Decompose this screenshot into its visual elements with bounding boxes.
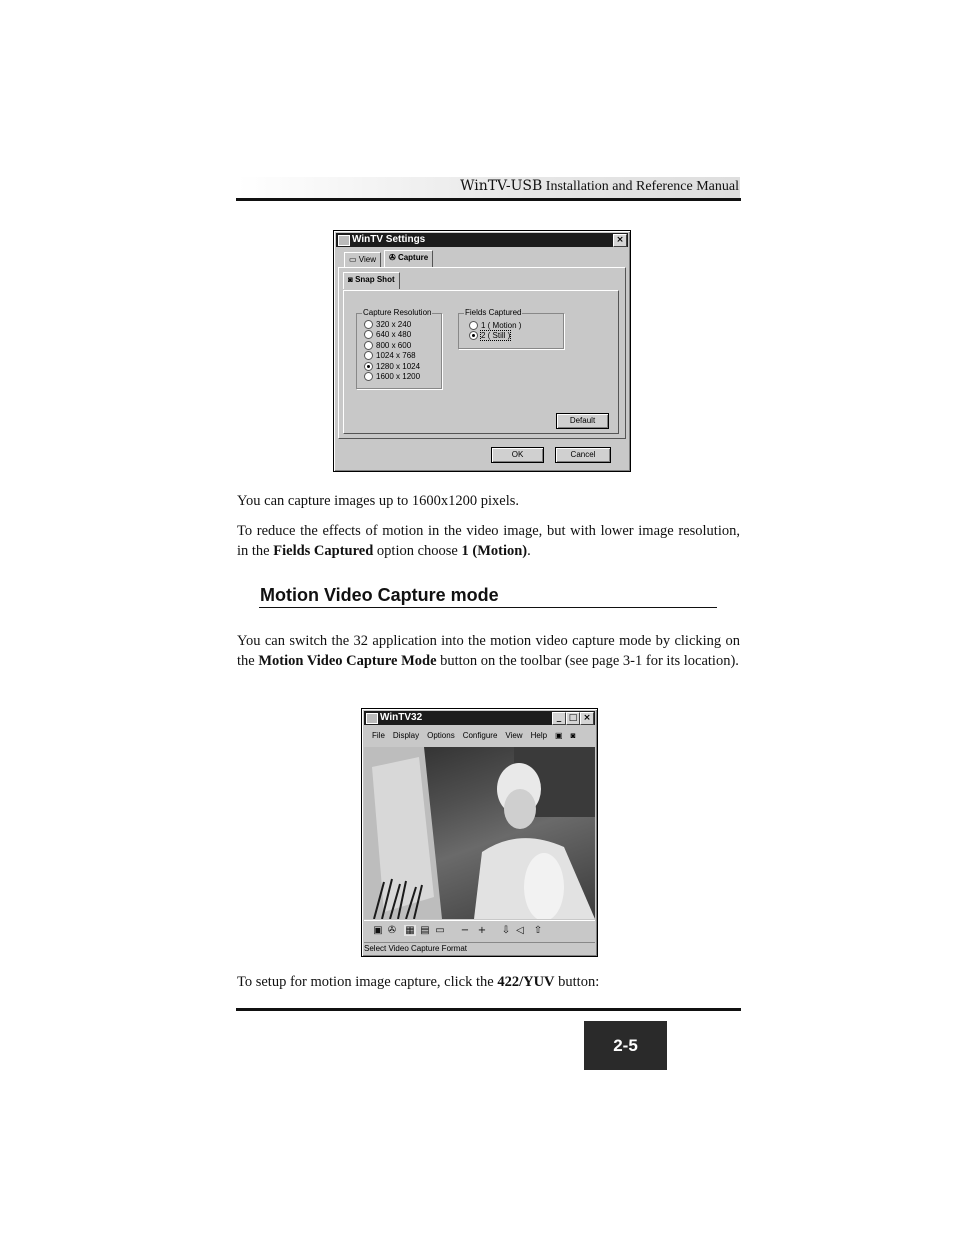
capture-resolution-label: Capture Resolution	[363, 308, 432, 317]
ok-button[interactable]: OK	[491, 447, 544, 463]
menu-view[interactable]: View	[505, 731, 523, 740]
page-number: 2-5	[584, 1021, 667, 1070]
resolution-option-label: 1280 x 1024	[376, 362, 421, 371]
settings-dialog	[333, 230, 631, 472]
film-icon[interactable]: ▤	[420, 925, 430, 936]
header-rule	[236, 198, 741, 201]
menu-configure[interactable]: Configure	[462, 731, 498, 740]
header-title: Installation and Reference Manual	[542, 179, 739, 194]
snapshot-panel	[343, 290, 619, 434]
menu-file[interactable]: File	[372, 731, 385, 740]
radio-button[interactable]	[364, 372, 373, 381]
radio-button[interactable]	[364, 341, 373, 350]
tab-view[interactable]	[344, 252, 381, 267]
status-text: Select Video Capture Format	[364, 944, 468, 953]
video-frame	[364, 747, 595, 919]
bold-term: 1 (Motion)	[461, 543, 528, 559]
toolbar	[364, 920, 595, 941]
wintv32-titlebar	[364, 711, 595, 725]
tab-view-label: View	[358, 255, 376, 264]
settings-title: WinTV Settings	[352, 234, 426, 245]
text-run: button:	[554, 974, 600, 990]
volume-icon[interactable]: ◁	[516, 925, 524, 936]
radio-button[interactable]	[364, 351, 373, 360]
video-image	[364, 747, 595, 919]
minus-icon[interactable]: −	[460, 925, 470, 936]
text-run: button on the toolbar (see page 3-1 for its location).	[436, 653, 739, 669]
wintv32-window	[361, 708, 598, 957]
radio-button-selected[interactable]	[469, 331, 478, 340]
menu-options[interactable]: Options	[427, 731, 455, 740]
resolution-option-label: 640 x 480	[376, 330, 412, 339]
app-icon	[366, 713, 378, 724]
text-run: .	[527, 543, 531, 559]
tab-capture[interactable]	[384, 250, 433, 268]
bold-term: Motion Video Capture Mode	[258, 653, 437, 669]
text-run: To reduce the effects of motion in the video image, but with lower image resolution, in the	[237, 523, 740, 559]
resolution-option[interactable]	[364, 330, 411, 340]
fields-captured-group	[458, 308, 564, 349]
format-422-yuv-icon[interactable]: ▦	[405, 925, 415, 936]
camera-icon: ✇	[389, 253, 398, 262]
resolution-option[interactable]	[364, 362, 420, 372]
disk-icon[interactable]: ▭	[435, 925, 445, 936]
menu-bar	[372, 731, 583, 740]
close-button[interactable]: ×	[613, 234, 627, 247]
camera-icon[interactable]: ▣	[373, 925, 383, 936]
capture-resolution-group	[356, 308, 442, 389]
fields-option-label: 1 ( Motion )	[481, 321, 522, 330]
header-brand: WinTV-USB	[460, 178, 543, 194]
plus-icon[interactable]: +	[477, 925, 487, 936]
wintv32-title: WinTV32	[380, 712, 423, 723]
monitor-icon: ▭	[349, 255, 359, 264]
capture-panel	[338, 267, 626, 439]
menu-help[interactable]: Help	[530, 731, 548, 740]
fields-option[interactable]	[469, 321, 521, 331]
app-icon	[338, 235, 350, 246]
fields-option[interactable]	[469, 331, 510, 341]
tab-snap-shot-label: Snap Shot	[355, 275, 395, 284]
menu-display[interactable]: Display	[392, 731, 420, 740]
text-run: option choose	[373, 543, 462, 559]
bold-term: Fields Captured	[273, 543, 374, 559]
tab-capture-label: Capture	[397, 253, 429, 262]
resolution-option[interactable]	[364, 372, 420, 382]
cancel-button[interactable]: Cancel	[555, 447, 611, 463]
tab-snap-shot[interactable]	[343, 272, 400, 289]
resolution-option-label: 1600 x 1200	[376, 372, 421, 381]
paragraph-capture-limit: You can capture images up to 1600x1200 pixels.	[237, 493, 520, 509]
status-bar	[364, 942, 595, 955]
maximize-button[interactable]: □	[566, 712, 580, 725]
close-button[interactable]: ×	[580, 712, 594, 725]
face	[504, 789, 536, 829]
footer-rule	[236, 1008, 741, 1011]
paragraph-setup-motion	[237, 972, 740, 992]
channel-down-icon[interactable]: ⇩	[501, 925, 511, 936]
bold-term: 422/YUV	[497, 974, 555, 990]
minimize-button[interactable]: _	[552, 712, 566, 725]
section-heading: Motion Video Capture mode	[260, 585, 499, 605]
resolution-option[interactable]	[364, 341, 411, 351]
resolution-option-label: 320 x 240	[376, 320, 412, 329]
snapshot-icon[interactable]: ◙	[570, 731, 576, 740]
text-run: You can switch the 32 application into the motion video capture mode by clicking on the	[237, 633, 740, 669]
text-run: To setup for motion image capture, click the	[237, 974, 498, 990]
resolution-option-label: 1024 x 768	[376, 351, 416, 360]
settings-titlebar	[336, 233, 628, 247]
fields-option-label: 2 ( Still )	[481, 331, 511, 340]
default-button[interactable]: Default	[556, 413, 609, 429]
ruffles	[524, 853, 564, 919]
radio-button[interactable]	[469, 321, 478, 330]
channel-up-icon[interactable]: ⇧	[533, 925, 543, 936]
radio-button-selected[interactable]	[364, 362, 373, 371]
camera-icon[interactable]: ▣	[555, 731, 563, 740]
snapshot-icon: ◙	[348, 275, 356, 284]
motion-capture-icon[interactable]: ✇	[387, 925, 397, 936]
resolution-option-label: 800 x 600	[376, 341, 412, 350]
paragraph-motion-effects	[237, 521, 740, 561]
resolution-option[interactable]	[364, 320, 411, 330]
resolution-option[interactable]	[364, 351, 416, 361]
fields-captured-label: Fields Captured	[465, 308, 522, 317]
radio-button[interactable]	[364, 330, 373, 339]
running-header	[460, 178, 739, 195]
paragraph-switch-mode	[237, 631, 740, 671]
section-rule	[259, 607, 717, 608]
radio-button[interactable]	[364, 320, 373, 329]
